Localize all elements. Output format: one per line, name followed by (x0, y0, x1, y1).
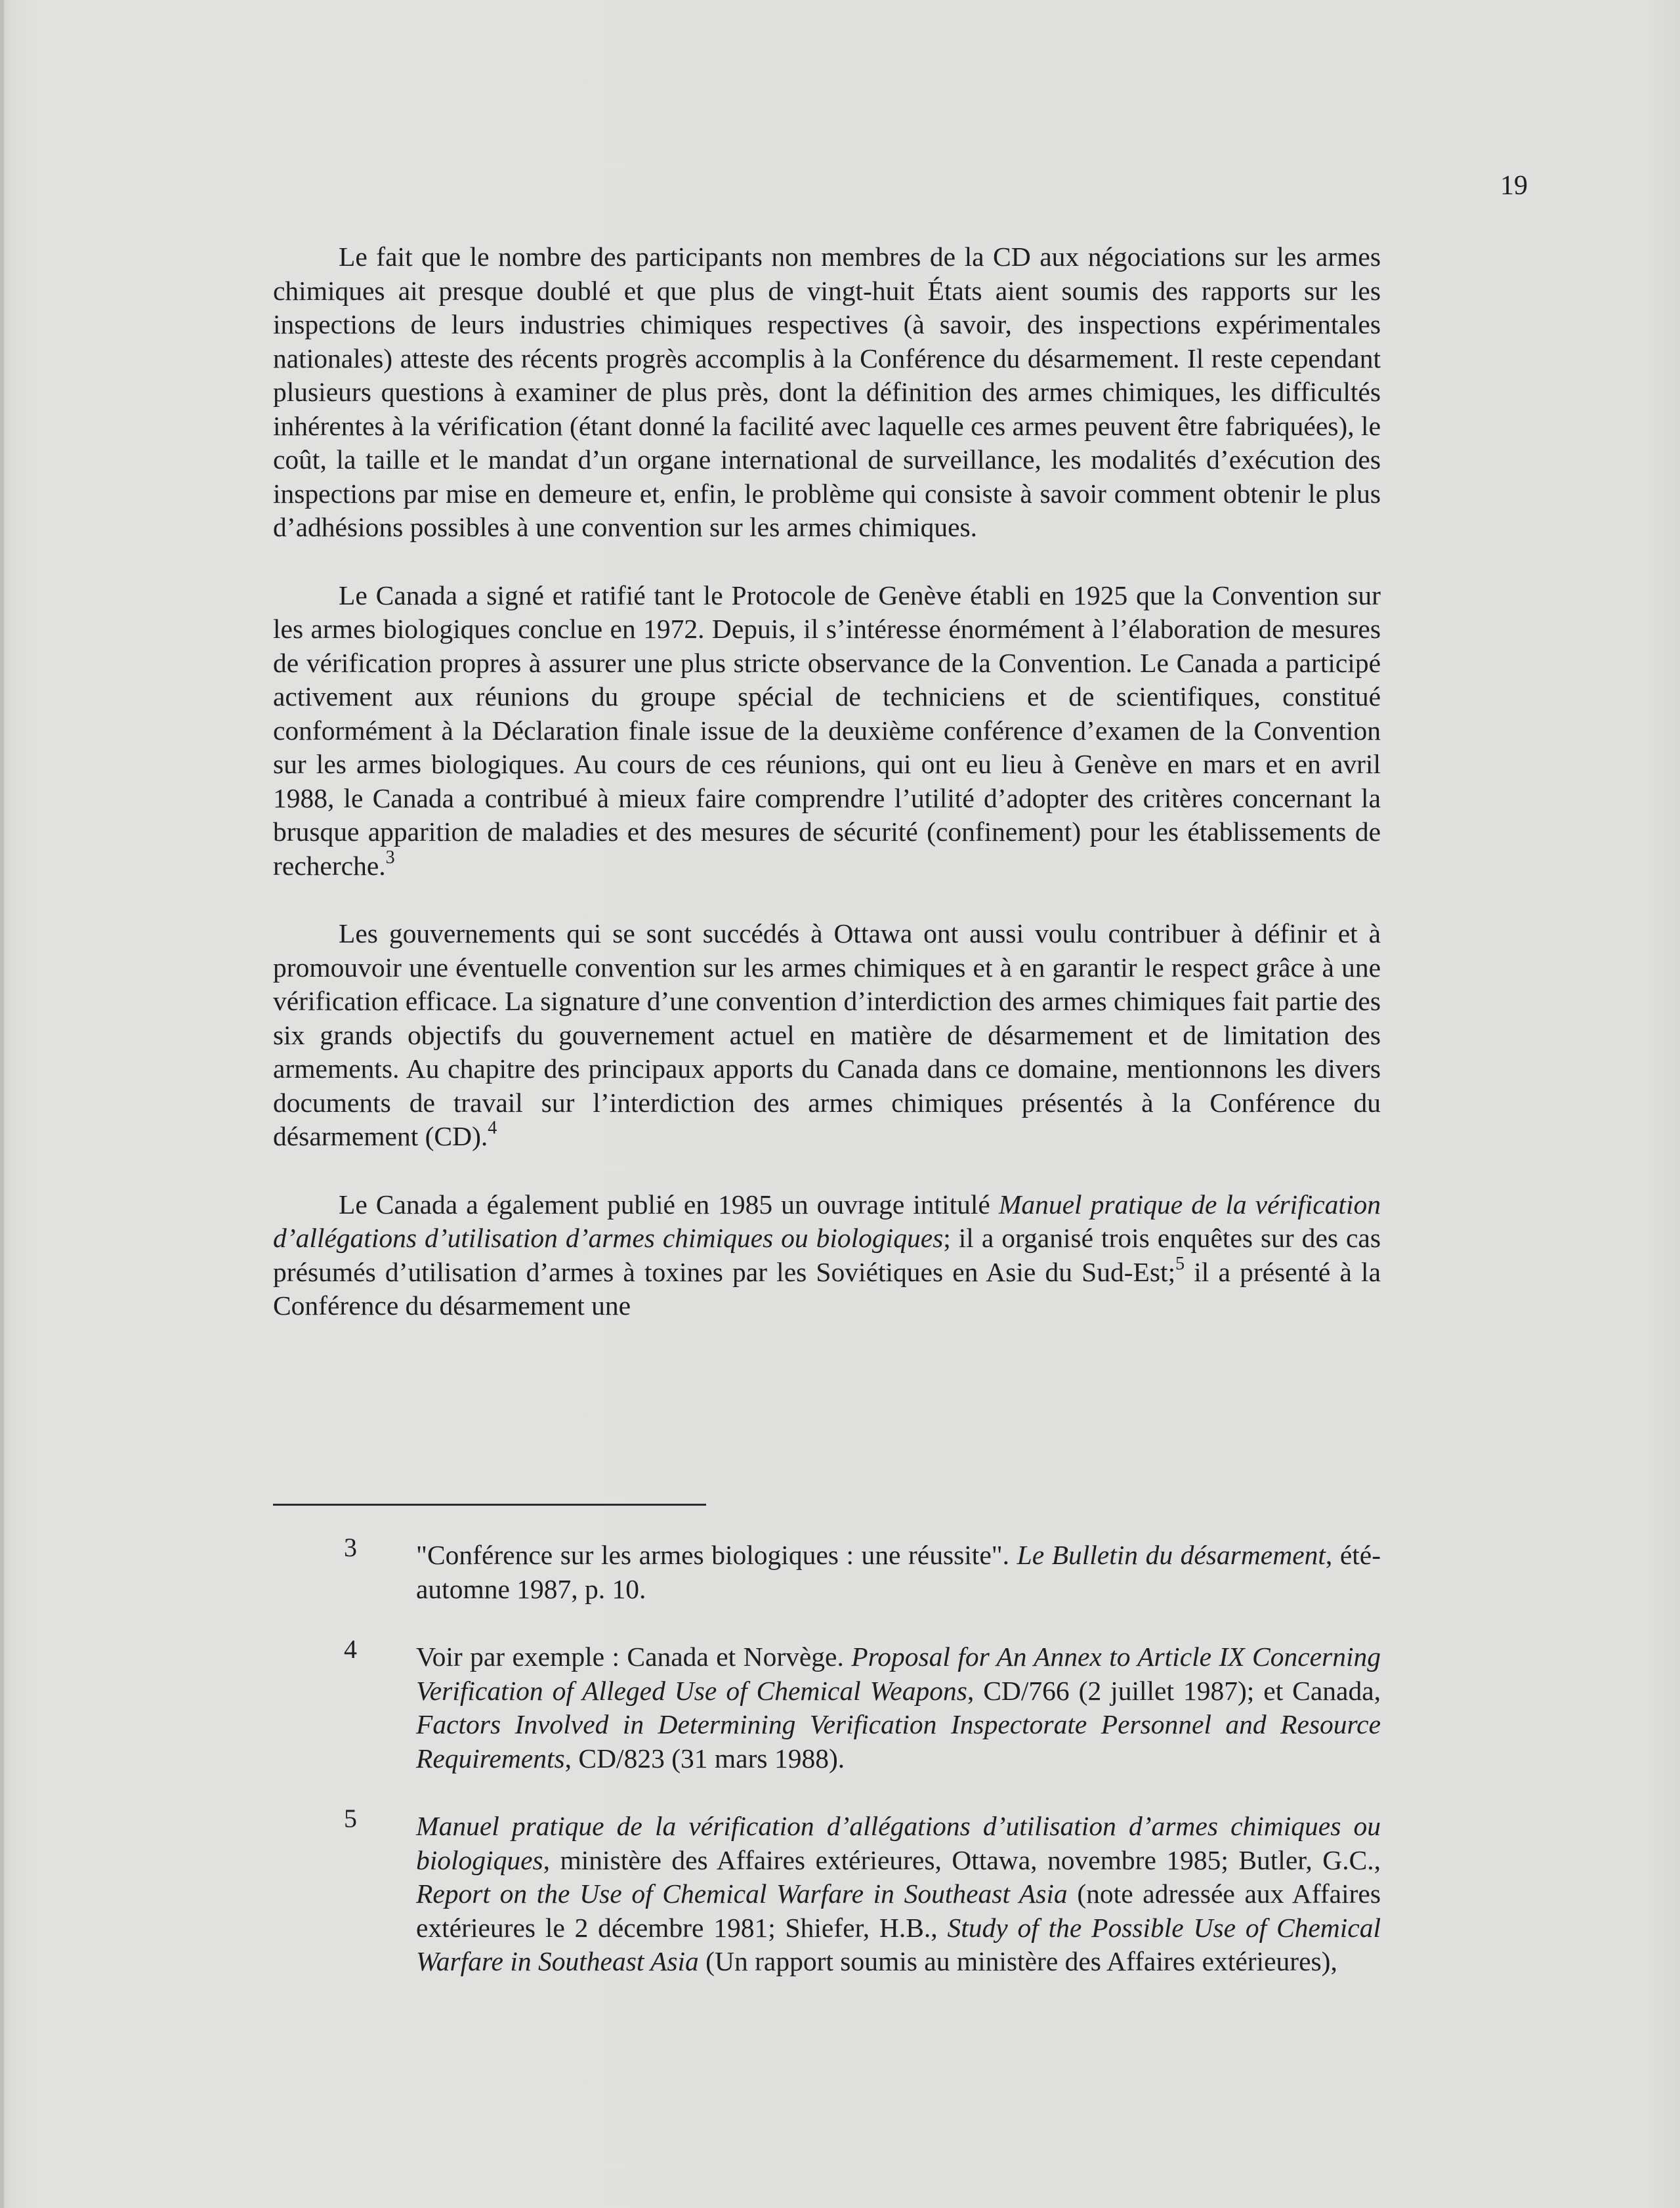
footnote-segment: , CD/766 (2 juillet 1987); et Canada, (967, 1675, 1381, 1706)
footnote (273, 1804, 1381, 1979)
footnote-text (416, 1539, 1381, 1606)
page-edge-shadow (0, 0, 4, 2208)
footnote-text (416, 1640, 1381, 1775)
paragraph-text: Le fait que le nombre des participants non membres de la CD aux négociations sur les armes chimiques ait presque doublé et que plus de vingt-huit États aient soumis des rapports sur les inspections de leurs industries chimiques respectives (à savoir, des inspections expérimentales nationales) atteste des récents progrès accomplis à la Conférence du désarmement. Il reste cependant plusieurs questions à examiner de plus près, dont la définition des armes chimiques, les difficultés inhérentes à la vérification (étant donné la facilité avec laquelle ces armes peuvent être fabriquées), le coût, la taille et le mandat d’un organe international de surveillance, les modalités d’exécution des inspections par mise en demeure et, enfin, le problème qui consiste à savoir comment obtenir le plus d’adhésions possibles à une convention sur les armes chimiques. (273, 242, 1381, 542)
paragraph (273, 579, 1381, 883)
footnote-segment: , été-automne 1987, p. 10. (416, 1540, 1381, 1604)
footnote-ref: 4 (488, 1118, 497, 1138)
footnote-title: Factors Involved in Determining Verification Inspectorate Personnel and Resource Requirements (416, 1709, 1381, 1773)
body-text (273, 240, 1381, 1357)
footnote-separator (273, 1504, 706, 1506)
footnote (273, 1533, 1381, 1606)
page-number: 19 (1500, 171, 1528, 201)
footnote-title: Study of the Possible Use of Chemical Warfare in Southeast Asia (416, 1912, 1381, 1976)
footnote-title: Le Bulletin du désarmement (1017, 1540, 1326, 1570)
footnote-segment: "Conférence sur les armes biologiques : une réussite". (416, 1540, 1017, 1570)
footnote-segment: Voir par exemple : Canada et Norvège. (416, 1642, 852, 1672)
footnote-segment: , ministère des Affaires extérieures, Ottawa, novembre 1985; Butler, G.C., (543, 1844, 1381, 1875)
footnote-number: 5 (344, 1804, 357, 1833)
paragraph-text: ; il a organisé trois enquêtes sur des cas présumés d’utilisation d’armes à toxines par les Soviétiques en Asie du Sud-Est; (273, 1223, 1381, 1287)
footnote-segment: (Un rapport soumis au ministère des Affaires extérieures), (698, 1946, 1337, 1976)
paragraph (273, 240, 1381, 545)
paragraph-text: Les gouvernements qui se sont succédés à Ottawa ont aussi voulu contribuer à définir et à promouvoir une éventuelle convention sur les armes chimiques et à en garantir le respect grâce à une vérification efficace. La signature d’une convention d’interdiction des armes chimiques fait partie des six grands objectifs du gouvernement actuel en matière de désarmement et de limitation des armements. Au chapitre des principaux apports du Canada dans ce domaine, mentionnons les divers documents de travail sur l’interdiction des armes chimiques présentés à la Conférence du désarmement (CD). (273, 918, 1381, 1151)
paragraph-text: il a présenté à la Conférence du désarmement une (273, 1256, 1381, 1321)
paragraph-text: Le Canada a également publié en 1985 un ouvrage intitulé (339, 1189, 999, 1220)
footnote-number: 3 (344, 1533, 357, 1562)
footnote-segment: (note adressée aux Affaires extérieures le 2 décembre 1981; Shiefer, H.B., (416, 1879, 1381, 1943)
paragraph-text: Le Canada a signé et ratifié tant le Protocole de Genève établi en 1925 que la Convention sur les armes biologiques conclue en 1972. Depuis, il s’intéresse énormément à l’élaboration de mesures de vérification propres à assurer une plus stricte observance de la Convention. Le Canada a participé activement aux réunions du groupe spécial de techniciens et de scientifiques, constitué conformément à la Déclaration finale issue de la deuxième conférence d’examen de la Convention sur les armes biologiques. Au cours de ces réunions, qui ont eu lieu à Genève en mars et en avril 1988, le Canada a contribué à mieux faire comprendre l’utilité d’adopter des critères concernant la brusque apparition de maladies et des mesures de sécurité (confinement) pour les établissements de recherche. (273, 580, 1381, 881)
paragraph (273, 917, 1381, 1154)
footnote-text (416, 1810, 1381, 1979)
footnote-number: 4 (344, 1634, 357, 1664)
footnote-title: Proposal for An Annex to Article IX Concerning Verification of Alleged Use of Chemical Weapons (416, 1642, 1381, 1706)
footnote (273, 1634, 1381, 1775)
footnote-title: Manuel pratique de la vérification d’allégations d’utilisation d’armes chimiques ou biologiques (416, 1811, 1381, 1875)
footnote-ref: 3 (385, 847, 395, 868)
footnotes (273, 1533, 1381, 2013)
footnote-title: Report on the Use of Chemical Warfare in Southeast Asia (416, 1879, 1068, 1909)
paragraph (273, 1188, 1381, 1323)
footnote-segment: , CD/823 (31 mars 1988). (564, 1743, 845, 1773)
footnote-ref: 5 (1175, 1253, 1185, 1274)
book-title: Manuel pratique de la vérification d’allégations d’utilisation d’armes chimiques ou biologiques (273, 1189, 1381, 1253)
